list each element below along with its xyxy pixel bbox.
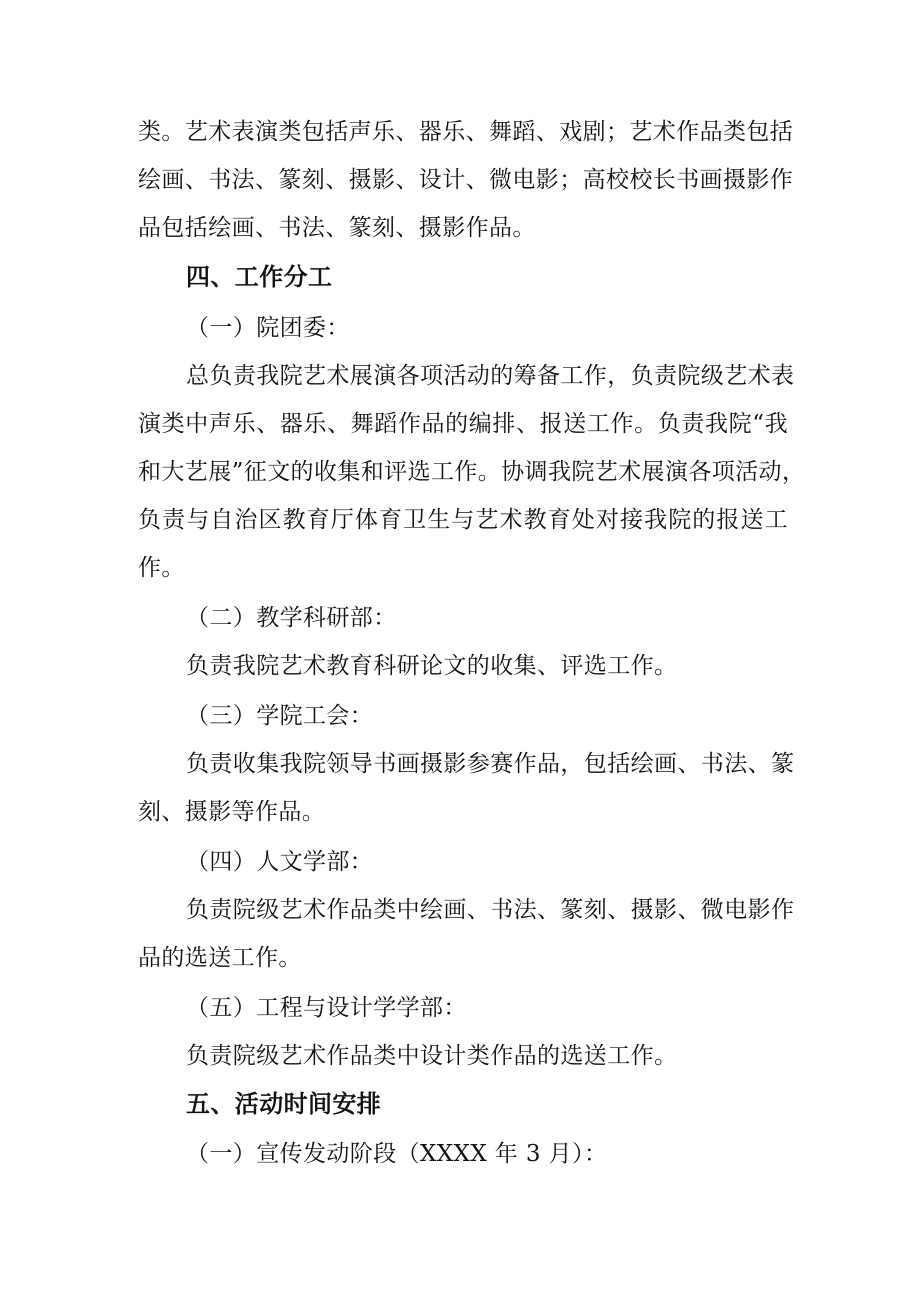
section-4-sub2-line-1: 负责我院艺术教育科研论文的收集、评选工作。 xyxy=(186,653,678,679)
section-4-sub1-line-4: 负责与自治区教育厅体育卫生与艺术教育处对接我院的报送工 xyxy=(138,507,788,533)
section-4-sub1-line-3: 和大艺展”征文的收集和评选工作。协调我院艺术展演各项活动， xyxy=(138,459,806,485)
section-4-sub3-line-2: 刻、摄影等作品。 xyxy=(138,799,326,825)
section-4-sub4-heading: （四）人文学部： xyxy=(186,849,374,875)
section-4-title: 四、工作分工 xyxy=(186,263,333,291)
section-4-sub3-line-1: 负责收集我院领导书画摄影参赛作品，包括绘画、书法、篆 xyxy=(186,751,795,777)
section-4-sub5-heading: （五）工程与设计学学部： xyxy=(186,995,467,1021)
section-4-sub1-line-5: 作。 xyxy=(138,555,185,581)
section-5-title: 五、活动时间安排 xyxy=(186,1090,382,1118)
intro-line-2: 绘画、书法、篆刻、摄影、设计、微电影；高校校长书画摄影作 xyxy=(138,167,794,193)
section-4-sub4-line-2: 品的选送工作。 xyxy=(138,945,302,971)
section-4-sub1-heading: （一）院团委： xyxy=(186,315,350,341)
section-4-sub3-heading: （三）学院工会： xyxy=(186,703,374,729)
section-4-sub1-line-1: 总负责我院艺术展演各项活动的筹备工作，负责院级艺术表 xyxy=(186,363,795,389)
section-4-sub1-line-2: 演类中声乐、器乐、舞蹈作品的编排、报送工作。负责我院“我 xyxy=(138,411,788,437)
intro-line-1: 类。艺术表演类包括声乐、器乐、舞蹈、戏剧；艺术作品类包括 xyxy=(138,119,794,145)
section-5-sub1-heading: （一）宣传发动阶段（XXXX 年 3 月）： xyxy=(186,1141,608,1167)
section-4-sub5-line-1: 负责院级艺术作品类中设计类作品的选送工作。 xyxy=(186,1043,678,1069)
section-4-sub4-line-1: 负责院级艺术作品类中绘画、书法、篆刻、摄影、微电影作 xyxy=(186,897,795,923)
intro-line-3: 品包括绘画、书法、篆刻、摄影作品。 xyxy=(138,215,536,241)
section-4-sub2-heading: （二）教学科研部： xyxy=(186,605,397,631)
